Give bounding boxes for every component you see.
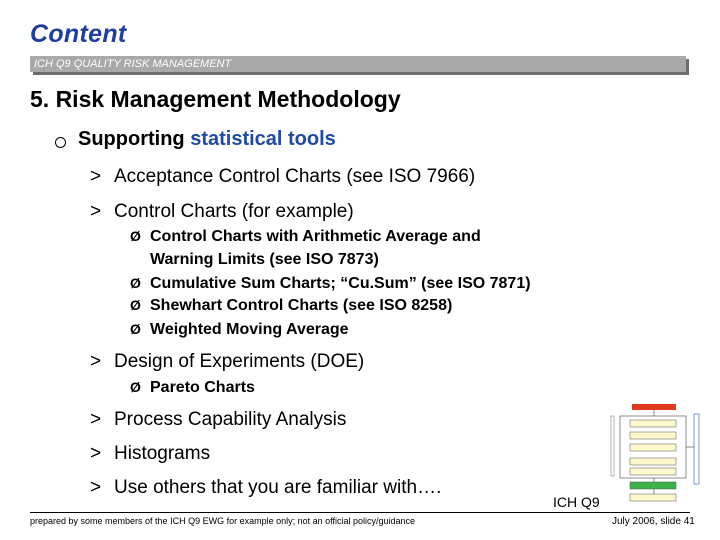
chevron-icon: > — [90, 351, 102, 372]
flow-side-bar — [694, 414, 699, 484]
arrow-bullet-icon: Ø — [130, 228, 141, 244]
chevron-icon: > — [90, 477, 102, 498]
footer-divider — [30, 512, 690, 513]
item-others — [90, 477, 441, 499]
arrow-bullet-icon: Ø — [130, 321, 141, 337]
header-banner-text: ICH Q9 QUALITY RISK MANAGEMENT — [34, 58, 232, 70]
item-doe — [90, 351, 364, 373]
footer-slide-info: July 2006, slide 41 — [612, 516, 695, 527]
control-sub-label: Shewhart Control Charts (see ISO 8258) — [150, 297, 453, 314]
item-doe-label: Design of Experiments (DOE) — [114, 351, 365, 372]
item-acceptance-label: Acceptance Control Charts (see ISO 7966) — [114, 166, 476, 187]
control-sub-item — [130, 275, 531, 293]
flow-start-box — [632, 404, 676, 410]
control-sub-item — [130, 228, 481, 246]
chevron-icon: > — [90, 409, 102, 430]
control-sub-item — [130, 321, 349, 339]
arrow-bullet-icon: Ø — [130, 379, 141, 395]
control-sub-label: Cumulative Sum Charts; “Cu.Sum” (see ISO 7871) — [150, 275, 531, 292]
control-sub-continuation: Warning Limits (see ISO 7873) — [150, 251, 379, 268]
chevron-icon: > — [90, 166, 102, 187]
chevron-icon: > — [90, 201, 102, 222]
item-control-label: Control Charts (for example) — [114, 201, 354, 222]
risk-management-flowchart-thumbnail — [610, 402, 700, 507]
arrow-bullet-icon: Ø — [130, 297, 141, 313]
control-sub-label: Control Charts with Arithmetic Average and — [150, 228, 481, 245]
level1-highlight: statistical tools — [190, 128, 336, 150]
arrow-bullet-icon: Ø — [130, 275, 141, 291]
ich-label: ICH Q9 — [553, 494, 600, 510]
section-title: 5. Risk Management Methodology — [30, 86, 401, 112]
flow-review-box — [630, 482, 676, 489]
control-sub-label: Weighted Moving Average — [150, 321, 349, 338]
slide-header-title: Content — [30, 20, 127, 48]
level1-prefix: Supporting — [78, 128, 191, 150]
item-capability — [90, 409, 346, 431]
chevron-icon: > — [90, 443, 102, 464]
bullet-circle-icon — [55, 137, 66, 148]
footer-disclaimer: prepared by some members of the ICH Q9 EWG for example only; not an official policy/guidance — [30, 516, 416, 526]
item-acceptance — [90, 166, 475, 188]
item-others-label: Use others that you are familiar with…. — [114, 477, 442, 498]
doe-sub-label: Pareto Charts — [150, 379, 255, 396]
control-sub-item — [130, 297, 452, 315]
item-histograms — [90, 443, 210, 465]
doe-sub-item — [130, 379, 255, 397]
level1-heading — [78, 128, 336, 151]
item-histograms-label: Histograms — [114, 443, 211, 464]
item-capability-label: Process Capability Analysis — [114, 409, 347, 430]
item-control — [90, 201, 354, 223]
